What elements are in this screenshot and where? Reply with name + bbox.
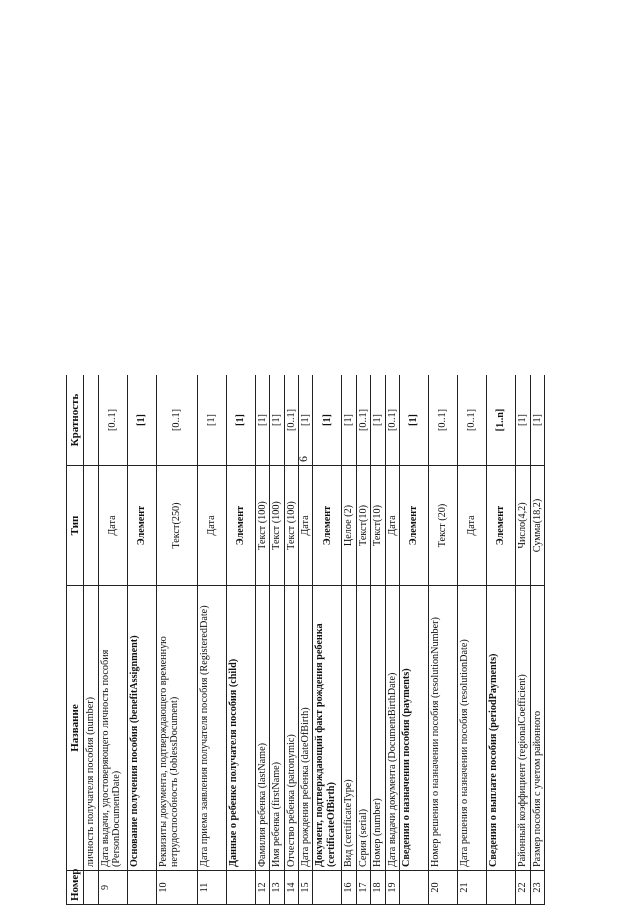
table-row xyxy=(356,375,370,905)
row-name: Сведения о назначении пособия (payments) xyxy=(400,586,429,871)
row-type: Элемент xyxy=(313,466,342,586)
row-number xyxy=(487,871,516,905)
row-name: Размер пособия с учетом районного xyxy=(530,586,544,871)
row-multiplicity: [1] xyxy=(226,375,255,466)
row-number: 13 xyxy=(270,871,284,905)
row-multiplicity: [0..1] xyxy=(385,375,399,466)
row-type xyxy=(84,466,98,586)
table-row xyxy=(385,375,399,905)
row-name: Документ, подтверждающий факт рождения ребенка (certificateOfBirth) xyxy=(313,586,342,871)
row-number: 20 xyxy=(429,871,458,905)
row-number: 17 xyxy=(356,871,370,905)
row-type: Дата xyxy=(299,466,313,586)
table-row xyxy=(487,375,516,905)
row-name: Фамилия ребенка (lastName) xyxy=(255,586,269,871)
row-multiplicity: [0..1] xyxy=(458,375,487,466)
row-name: Номер решения о назначении пособия (resolutionNumber) xyxy=(429,586,458,871)
table-body xyxy=(84,375,545,905)
table-row xyxy=(530,375,544,905)
table-row xyxy=(299,375,313,905)
row-multiplicity: [0..1] xyxy=(156,375,197,466)
row-multiplicity: [0..1] xyxy=(356,375,370,466)
row-type: Целое (2) xyxy=(342,466,356,586)
row-number: 12 xyxy=(255,871,269,905)
row-multiplicity: [1] xyxy=(371,375,385,466)
row-number xyxy=(226,871,255,905)
row-type: Текст(10) xyxy=(356,466,370,586)
table-row xyxy=(270,375,284,905)
row-name: Серия (serial) xyxy=(356,586,370,871)
row-name: Реквизиты документа, подтверждающего временную нетрудоспособность (JoblessDocument) xyxy=(156,586,197,871)
row-number: 15 xyxy=(299,871,313,905)
row-number xyxy=(313,871,342,905)
header-number: Номер xyxy=(67,871,84,905)
row-type: Текст (100) xyxy=(255,466,269,586)
row-number: 23 xyxy=(530,871,544,905)
table-row xyxy=(255,375,269,905)
row-name: Имя ребенка (firstName) xyxy=(270,586,284,871)
row-number: 19 xyxy=(385,871,399,905)
row-multiplicity: [1] xyxy=(197,375,226,466)
row-name: Дата выдачи документа (DocumentBirthDate) xyxy=(385,586,399,871)
table-row xyxy=(98,375,127,905)
data-elements-table xyxy=(66,375,545,905)
header-type: Тип xyxy=(67,466,84,586)
row-multiplicity: [1] xyxy=(342,375,356,466)
row-name: Дата выдачи, удостоверяющего личность пособия (PersonDocumentDate) xyxy=(98,586,127,871)
row-name: Данные о ребенке получателя пособия (child) xyxy=(226,586,255,871)
row-multiplicity: [1] xyxy=(516,375,530,466)
row-type: Текст (100) xyxy=(270,466,284,586)
row-name: Дата рождения ребенка (dateOfBirth) xyxy=(299,586,313,871)
row-number: 14 xyxy=(284,871,298,905)
row-type: Элемент xyxy=(487,466,516,586)
row-type: Текст(250) xyxy=(156,466,197,586)
row-number: 18 xyxy=(371,871,385,905)
table-row xyxy=(197,375,226,905)
row-type: Элемент xyxy=(127,466,156,586)
rotated-page-region xyxy=(66,375,586,905)
page-number: 6 xyxy=(296,456,310,462)
row-type: Дата xyxy=(385,466,399,586)
table-row xyxy=(127,375,156,905)
row-multiplicity: [1] xyxy=(313,375,342,466)
row-number: 11 xyxy=(197,871,226,905)
row-type: Элемент xyxy=(226,466,255,586)
row-name: Дата решения о назначении пособия (resolutionDate) xyxy=(458,586,487,871)
row-multiplicity xyxy=(84,375,98,466)
row-type: Текст(10) xyxy=(371,466,385,586)
row-number: 16 xyxy=(342,871,356,905)
row-name: Сведения о выплате пособия (periodPayments) xyxy=(487,586,516,871)
table-row xyxy=(429,375,458,905)
row-number: 21 xyxy=(458,871,487,905)
table-row xyxy=(84,375,98,905)
table-row xyxy=(156,375,197,905)
row-multiplicity: [1] xyxy=(299,375,313,466)
row-name: Районный коэффициент (regionalCoefficient) xyxy=(516,586,530,871)
table-row xyxy=(458,375,487,905)
table-header-row xyxy=(67,375,84,905)
table-row xyxy=(516,375,530,905)
row-type: Дата xyxy=(98,466,127,586)
table-row xyxy=(284,375,298,905)
row-multiplicity: [0..1] xyxy=(429,375,458,466)
table-row xyxy=(226,375,255,905)
header-multiplicity: Кратность xyxy=(67,375,84,466)
row-name: Основание получения пособия (benefitAssignment) xyxy=(127,586,156,871)
row-multiplicity: [1] xyxy=(127,375,156,466)
row-type: Дата xyxy=(197,466,226,586)
row-multiplicity: [1] xyxy=(400,375,429,466)
row-multiplicity: [1] xyxy=(255,375,269,466)
row-number xyxy=(127,871,156,905)
row-type: Сумма(18,2) xyxy=(530,466,544,586)
row-number xyxy=(400,871,429,905)
row-type: Число(4,2) xyxy=(516,466,530,586)
header-name: Название xyxy=(67,586,84,871)
row-number xyxy=(84,871,98,905)
table-row xyxy=(313,375,342,905)
rotated-table-container xyxy=(66,375,586,905)
row-name: Номер (number) xyxy=(371,586,385,871)
row-type: Элемент xyxy=(400,466,429,586)
row-multiplicity: [1] xyxy=(530,375,544,466)
table-row xyxy=(400,375,429,905)
row-number: 9 xyxy=(98,871,127,905)
row-type: Дата xyxy=(458,466,487,586)
row-multiplicity: [0..1] xyxy=(98,375,127,466)
row-name: Дата приема заявления получателя пособия (RegisteredDate) xyxy=(197,586,226,871)
table-row xyxy=(371,375,385,905)
row-number: 22 xyxy=(516,871,530,905)
row-multiplicity: [0..1] xyxy=(284,375,298,466)
row-type: Текст (20) xyxy=(429,466,458,586)
row-multiplicity: [1] xyxy=(270,375,284,466)
row-name: Вид (certificateType) xyxy=(342,586,356,871)
table-row xyxy=(342,375,356,905)
row-type: Текст (100) xyxy=(284,466,298,586)
row-name: личность получателя пособия (number) xyxy=(84,586,98,871)
row-multiplicity: [1..n] xyxy=(487,375,516,466)
row-name: Отчество ребенка (patronymic) xyxy=(284,586,298,871)
row-number: 10 xyxy=(156,871,197,905)
